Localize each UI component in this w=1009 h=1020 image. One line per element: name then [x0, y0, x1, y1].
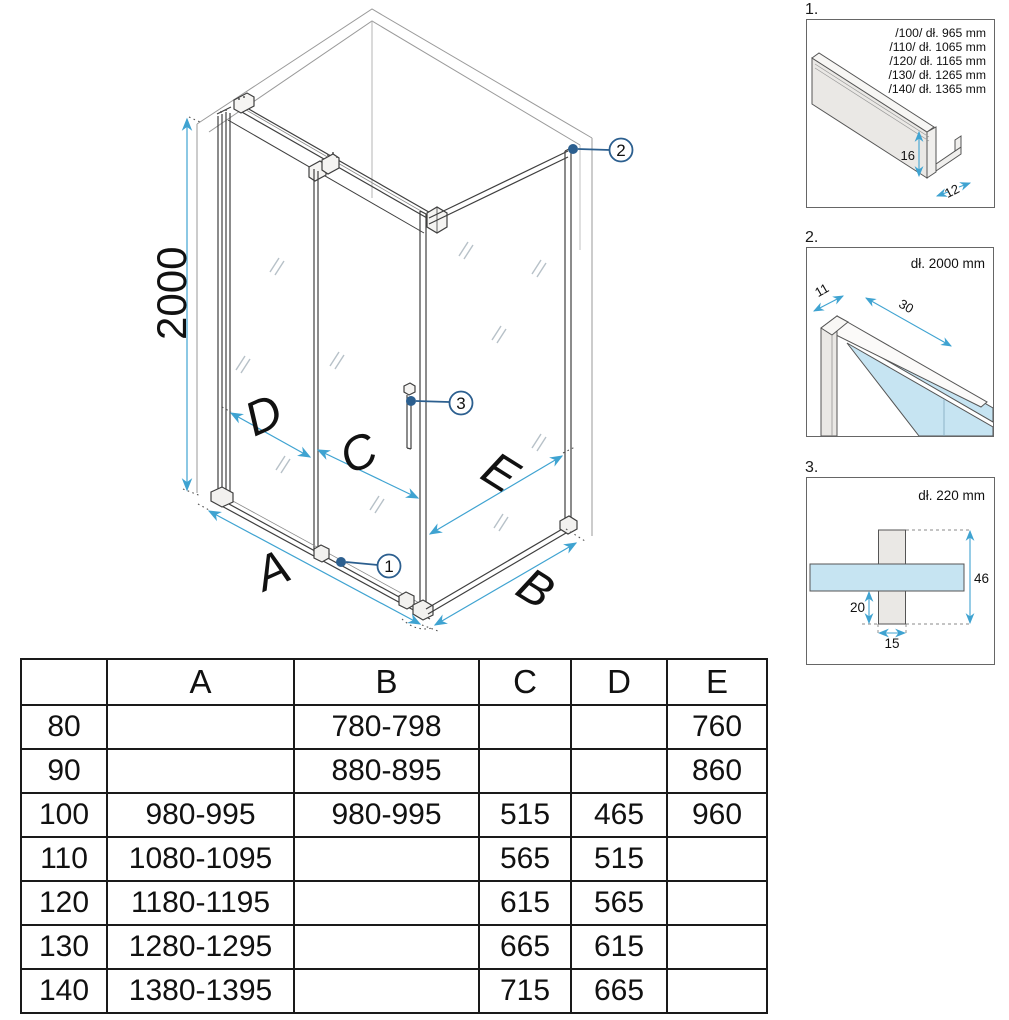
value-cell	[107, 705, 294, 749]
value-cell	[571, 705, 667, 749]
value-cell	[667, 837, 767, 881]
value-cell: 980-995	[107, 793, 294, 837]
size-cell: 120	[21, 881, 107, 925]
callout-3-number: 3	[456, 394, 466, 413]
detail-2-dim-30: 30	[896, 295, 917, 317]
table-header-row	[21, 659, 767, 705]
value-cell	[667, 969, 767, 1013]
table-row	[21, 837, 767, 881]
value-cell	[667, 881, 767, 925]
detail-2-marker: 2.	[805, 229, 819, 246]
dim-A-label: A	[247, 540, 299, 602]
value-cell	[294, 925, 479, 969]
detail-2-box	[806, 247, 994, 437]
value-cell: 860	[667, 749, 767, 793]
detail-1-marker: 1.	[805, 1, 819, 18]
header-cell: B	[294, 659, 479, 705]
detail-2-drawing	[807, 248, 993, 436]
detail-2-length: dł. 2000 mm	[910, 256, 985, 271]
header-cell: A	[107, 659, 294, 705]
value-cell	[107, 749, 294, 793]
detail-1-size-option: /110/ dł. 1065 mm	[889, 40, 986, 54]
detail-1-size-option: /120/ dł. 1165 mm	[889, 54, 986, 68]
detail-1-size-option: /130/ dł. 1265 mm	[888, 68, 986, 82]
value-cell: 960	[667, 793, 767, 837]
value-cell	[571, 749, 667, 793]
header-cell	[21, 659, 107, 705]
detail-3-dim-20: 20	[849, 600, 865, 615]
detail-1-size-option: /140/ dł. 1365 mm	[888, 82, 986, 96]
size-cell: 90	[21, 749, 107, 793]
value-cell	[294, 969, 479, 1013]
value-cell: 780-798	[294, 705, 479, 749]
value-cell: 565	[571, 881, 667, 925]
value-cell: 615	[479, 881, 571, 925]
value-cell: 665	[571, 969, 667, 1013]
value-cell	[479, 705, 571, 749]
value-cell: 980-995	[294, 793, 479, 837]
dim-2000-label: 2000	[148, 246, 195, 340]
side-panel	[426, 148, 577, 614]
value-cell: 515	[571, 837, 667, 881]
header-cell: E	[667, 659, 767, 705]
value-cell	[294, 837, 479, 881]
size-cell: 80	[21, 705, 107, 749]
wall-profile-glass-shape	[821, 316, 993, 436]
value-cell: 1380-1395	[107, 969, 294, 1013]
value-cell: 760	[667, 705, 767, 749]
detail-3-drawing	[807, 478, 994, 664]
callout-2-number: 2	[616, 141, 626, 160]
detail-3-marker: 3.	[805, 459, 819, 476]
dim-B-label: B	[507, 557, 563, 620]
callout-1	[336, 555, 401, 578]
callout-2	[568, 139, 633, 162]
header-cell: C	[479, 659, 571, 705]
dimensions-table	[20, 658, 768, 1014]
value-cell	[479, 749, 571, 793]
detail-1-dim-16: 16	[900, 148, 915, 163]
detail-1-drawing	[807, 20, 994, 207]
table-row	[21, 793, 767, 837]
detail-1-box	[806, 19, 995, 208]
table-row	[21, 749, 767, 793]
size-cell: 140	[21, 969, 107, 1013]
value-cell	[294, 881, 479, 925]
value-cell: 515	[479, 793, 571, 837]
cross-section-shape	[810, 530, 964, 624]
detail-1-dim-12: 12	[942, 181, 962, 201]
value-cell: 1080-1095	[107, 837, 294, 881]
extension-dots	[183, 117, 585, 631]
value-cell	[667, 925, 767, 969]
detail-3-length: dł. 220 mm	[918, 488, 985, 503]
table-row	[21, 969, 767, 1013]
table-row	[21, 705, 767, 749]
dim-D-label: D	[237, 384, 291, 448]
value-cell: 1280-1295	[107, 925, 294, 969]
size-cell: 100	[21, 793, 107, 837]
callout-3	[406, 392, 473, 415]
detail-3-dim-15: 15	[884, 636, 900, 651]
dimension-lines	[187, 119, 576, 625]
detail-1-size-option: /100/ dł. 965 mm	[895, 26, 986, 40]
value-cell: 880-895	[294, 749, 479, 793]
table-row	[21, 925, 767, 969]
header-cell: D	[571, 659, 667, 705]
value-cell: 665	[479, 925, 571, 969]
value-cell: 715	[479, 969, 571, 1013]
size-cell: 110	[21, 837, 107, 881]
callout-1-number: 1	[384, 557, 394, 576]
detail-2-dim-11: 11	[812, 280, 832, 300]
value-cell: 465	[571, 793, 667, 837]
value-cell: 615	[571, 925, 667, 969]
front-door-assembly	[211, 93, 447, 620]
value-cell: 1180-1195	[107, 881, 294, 925]
table-row	[21, 881, 767, 925]
detail-3-box	[806, 477, 995, 665]
detail-3-dim-46: 46	[974, 571, 990, 586]
size-cell: 130	[21, 925, 107, 969]
dim-E-label: E	[472, 441, 528, 504]
dim-C-label: C	[332, 422, 386, 486]
value-cell: 565	[479, 837, 571, 881]
